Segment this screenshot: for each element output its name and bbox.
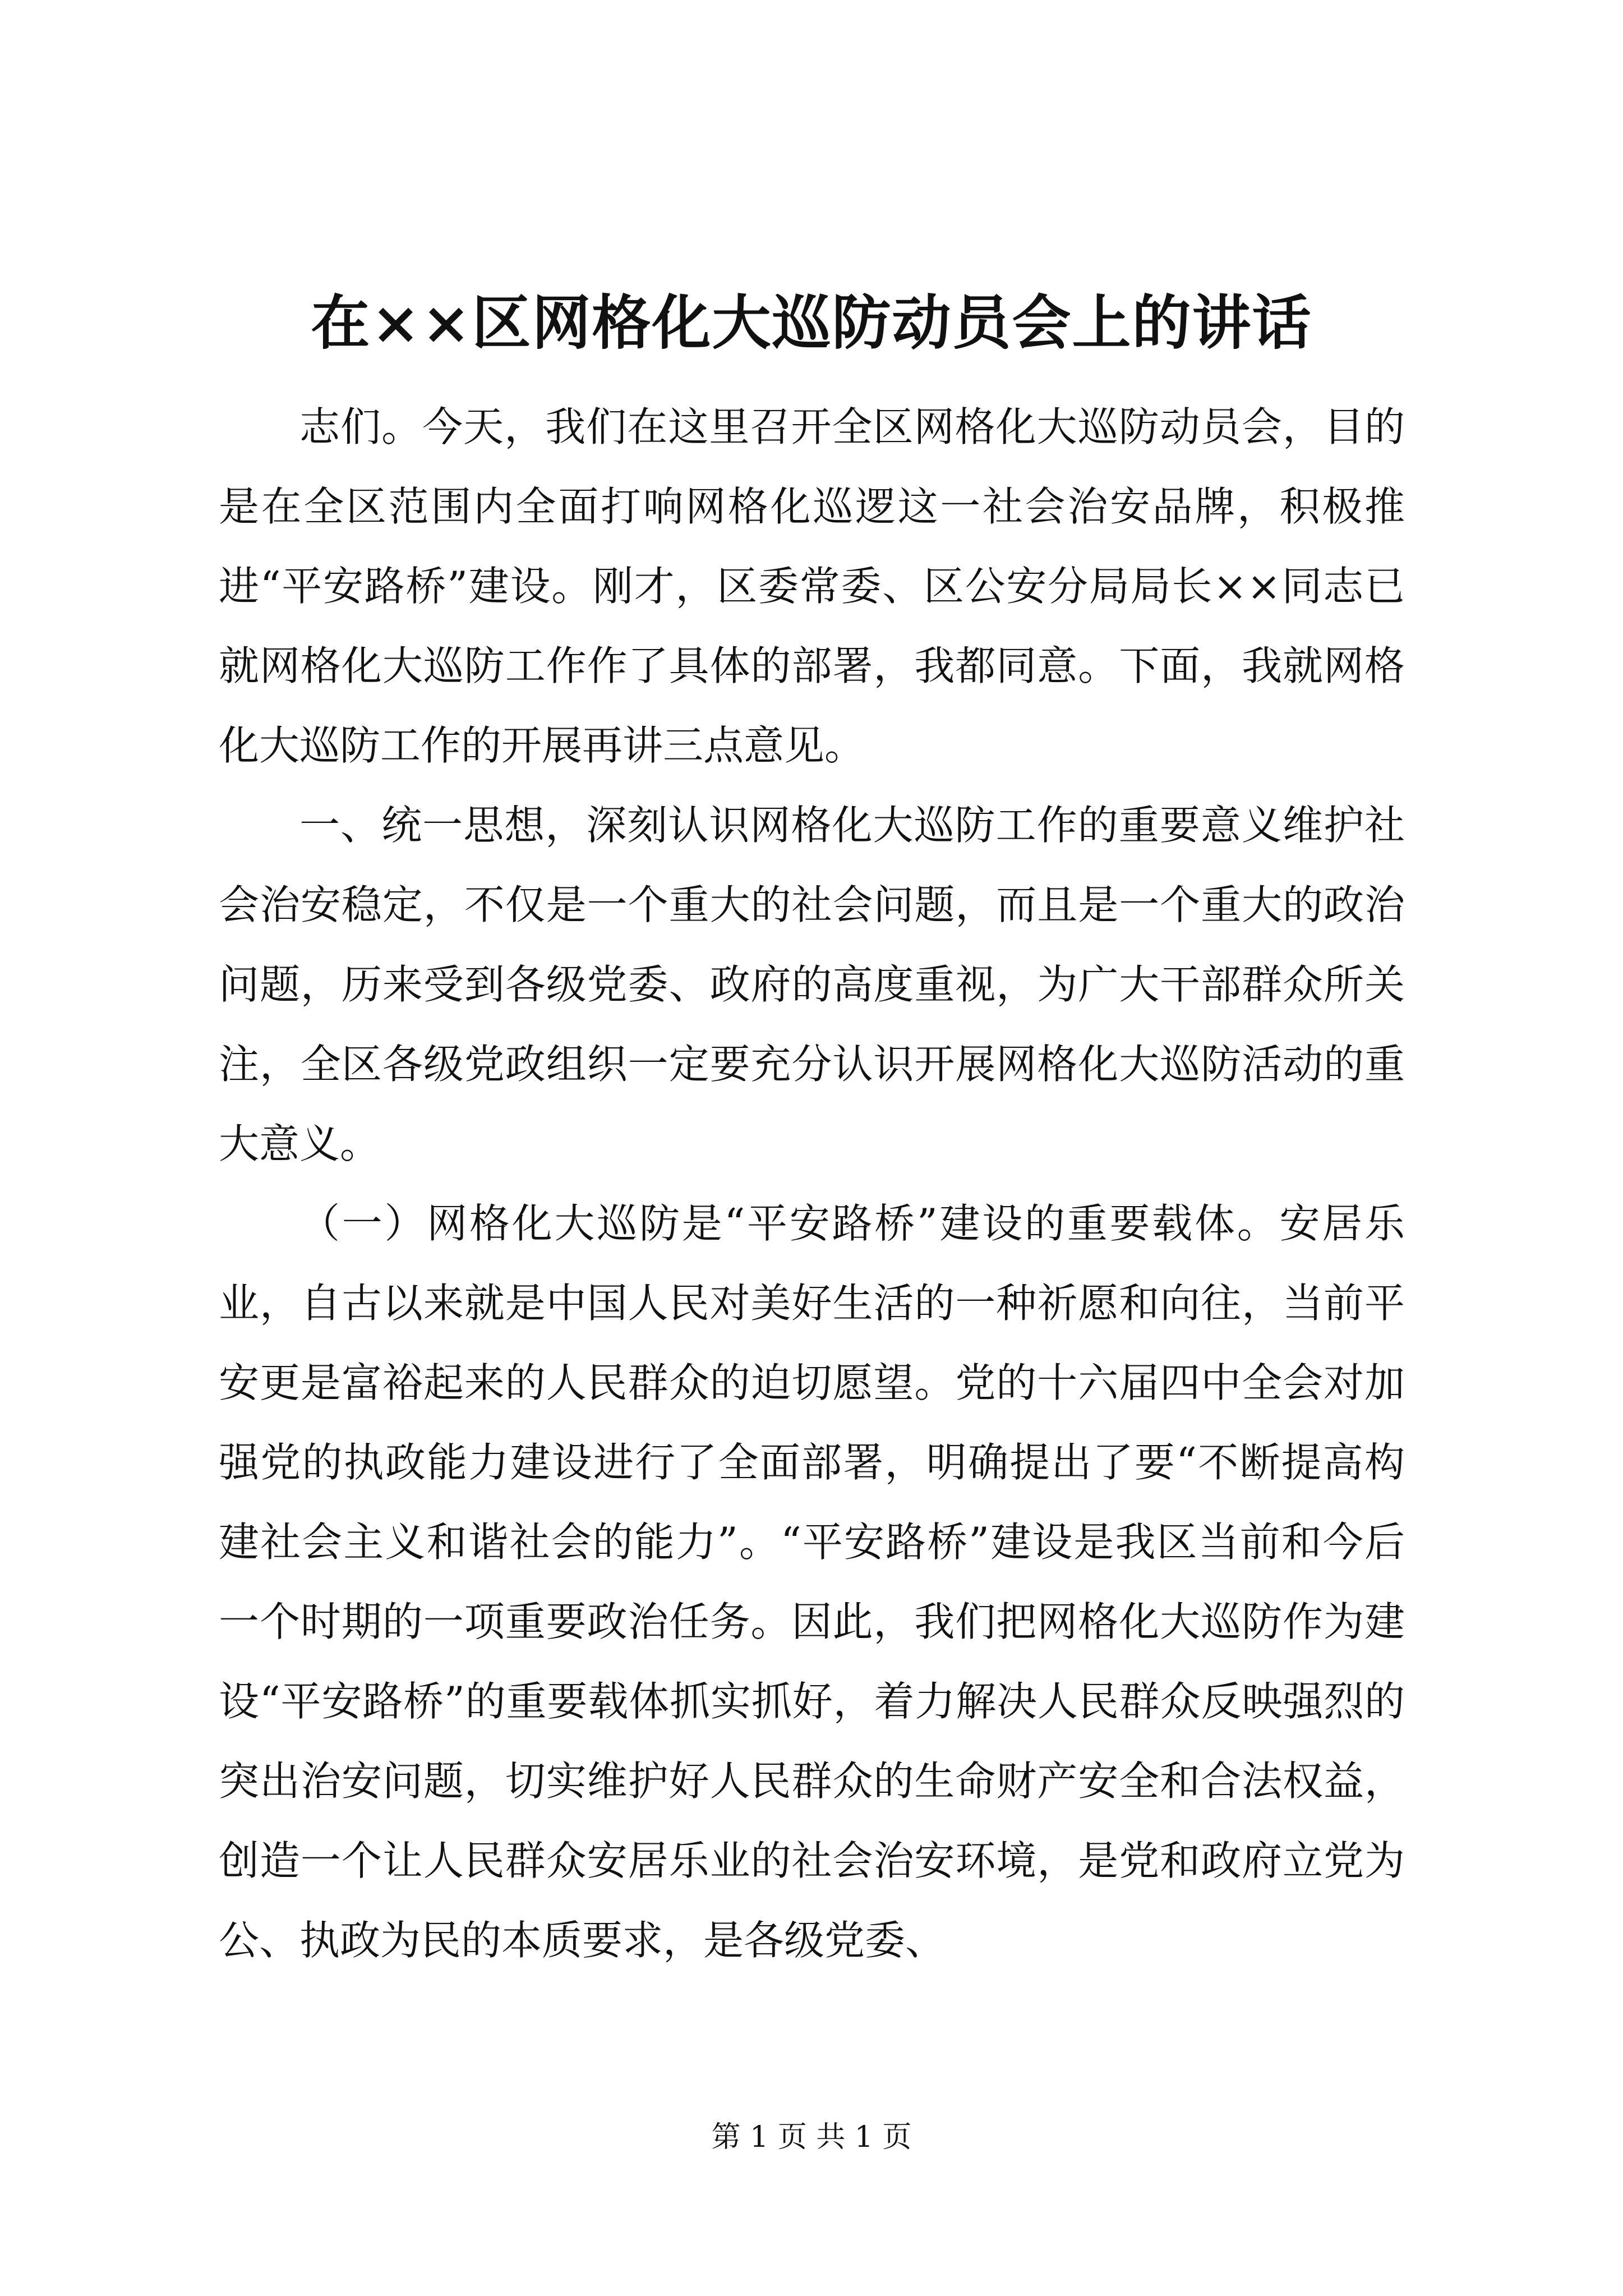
paragraph-subsection-one: （一）网格化大巡防是“平安路桥”建设的重要载体。安居乐业，自古以来就是中国人民对美好生活的一种祈愿和向往，当前平安更是富裕起来的人民群众的迫切愿望。党的十六届四中全会对加强党的执政能力建设进行了全面部署，明确提出了要“不断提高构建社会主义和谐社会的能力”。“平安路桥”建设是我区当前和今后一个时期的一项重要政治任务。因此，我们把网格化大巡防作为建设“平安路桥”的重要载体抓实抓好，着力解决人民群众反映强烈的突出治安问题，切实维护好人民群众的生命财产安全和合法权益，创造一个让人民群众安居乐业的社会治安环境，是党和政府立党为公、执政为民的本质要求，是各级党委、 bbox=[219, 1200, 1405, 1964]
document-body bbox=[219, 387, 1405, 1980]
page-footer: 第 1 页 共 1 页 bbox=[711, 2120, 912, 2154]
page-title: 在××区网格化大巡防动员会上的讲话 bbox=[311, 288, 1312, 357]
paragraph-section-one: 一、统一思想，深刻认识网格化大巡防工作的重要意义维护社会治安稳定，不仅是一个重大的社会问题，而且是一个重大的政治问题，历来受到各级党委、政府的高度重视，为广大干部群众所关注，全区各级党政组织一定要充分认识开展网格化大巡防活动的重大意义。 bbox=[219, 802, 1405, 1167]
paragraph-opening: 志们。今天，我们在这里召开全区网格化大巡防动员会，目的是在全区范围内全面打响网格化巡逻这一社会治安品牌，积极推进“平安路桥”建设。刚才，区委常委、区公安分局局长××同志已就网格化大巡防工作作了具体的部署，我都同意。下面，我就网格化大巡防工作的开展再讲三点意见。 bbox=[219, 403, 1405, 769]
